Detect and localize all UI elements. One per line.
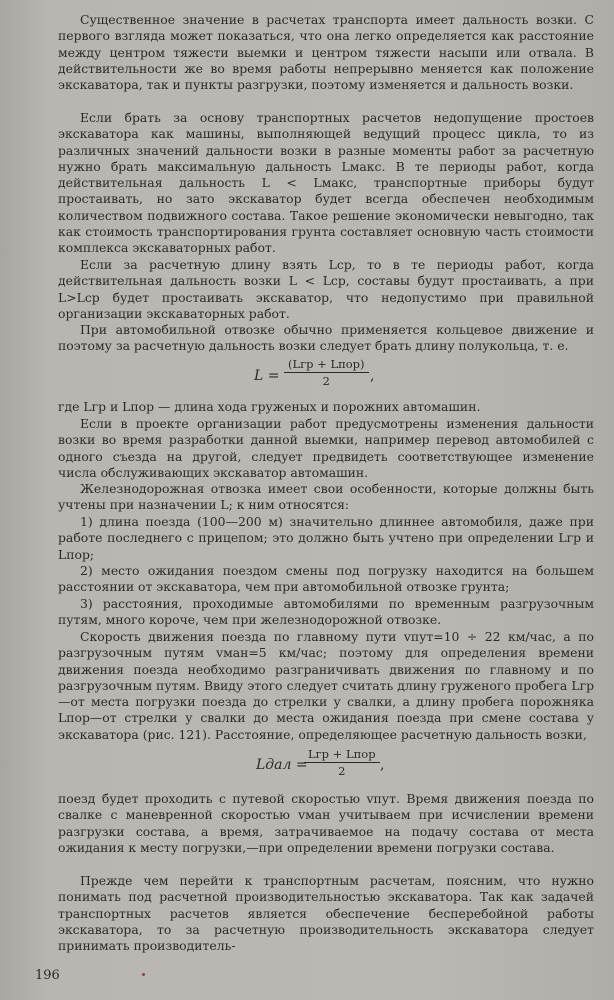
paragraph-train-speed: Скорость движения поезда по главному пути vпут=10 ÷ 22 км/час, а по разгрузочным путям vман=5 км/час; поэтому для определения времени движения поезда необходимо разграничивать движения по главному и по разгрузочным путям. Ввиду этого следует считать длину груженого пробега Lгр—от места погрузки поезда до стрелки у свалки, а длину пробега порожняка Lпор—от стрелки у свалки до места ожидания поезда при смене состава у экскаватора (рис. 121). Расстояние, определяющее расчетную дальность возки, [58,629,594,742]
formula-suffix: , [370,368,375,384]
list-item-1: 1) длина поезда (100—200 м) значительно длиннее автомобиля, даже при работе последнего с прицепом; это должно быть учтено при определении Lгр и Lпор; [58,514,594,562]
paragraph-train-path: поезд будет проходить с путевой скоростью vпут. Время движения поезда по свалке с маневренной скоростью vман учитываем при исчислении времени разгрузки состава, а время, затрачиваемое на подачу состава от места ожидания к месту погрузки,—при определении времени погрузки состава. [58,791,594,855]
formula-half-ring [58,355,594,399]
formula-lhs: L = [254,368,280,384]
paragraph-where: где Lгр и Lпор — длина хода груженых и порожних автомашин. [58,399,481,414]
paragraph-auto-haul: При автомобильной отвозке обычно применяется кольцевое движение и поэтому за расчетную дальность возки следует брать длину полукольца, т. е. [58,322,594,354]
formula-numerator: Lгр + Lпор [304,747,380,763]
formula-lhs: Lдал = [256,757,308,773]
paragraph-project-changes: Если в проекте организации работ предусмотрены изменения дальности возки во время разработки данной выемки, например перевод автомобилей с одного съезда на другой, следует предвидеть соответствующее изменение числа обслуживающих экскаватор автомашин. [58,416,594,480]
formula-denominator: 2 [322,374,330,388]
formula-design-distance [58,743,594,791]
formula-denominator: 2 [338,764,346,778]
list-item-3: 3) расстояния, проходимые автомобилями по временным разгрузочным путям, много короче, чем при железнодорожной отвозке. [58,596,594,628]
paragraph-productivity: Прежде чем перейти к транспортным расчетам, поясним, что нужно понимать под расчетной производительностью экскаватора. Так как задачей транспортных расчетов является обеспечение бесперебойной работы экскаватора, то за расчетную производительность экскаватора следует принимать производитель- [58,873,594,954]
formula-numerator: (Lгр + Lпор) [284,357,369,373]
formula-suffix: , [380,757,385,773]
paragraph-max-distance: Если брать за основу транспортных расчетов недопущение простоев экскаватора как машины, выполняющей ведущий процесс цикла, то из различных значений дальности возки в разные моменты работ за расчетную нужно брать максимальную дальность Lмакс. В те периоды работ, когда действительная дальность L < Lмакс, транспортные приборы будут простаивать, но зато экскаватор будет всегда обеспечен необходимым количеством подвижного состава. Такое решение экономически невыгодно, так как стоимость транспортирования грунта составляет основную часть стоимости комплекса экскаваторных работ. [58,110,594,256]
list-item-2: 2) место ожидания поездом смены под погрузку находится на большем расстоянии от экскаватора, чем при автомобильной отвозке грунта; [58,563,594,595]
paragraph-avg-distance: Если за расчетную длину взять Lср, то в те периоды работ, когда действительная дальность возки L < Lср, составы будут простаивать, а при L>Lср будет простаивать экскаватор, что недопустимо при правильной организации экскаваторных работ. [58,257,594,321]
paragraph-rail-features: Железнодорожная отвозка имеет свои особенности, которые должны быть учтены при назначении L; к ним относятся: [58,481,594,513]
page-number: 196 [35,968,60,983]
print-speck [142,973,145,976]
formula-fraction [284,357,369,388]
paragraph-haul-distance: Существенное значение в расчетах транспорта имеет дальность возки. С первого взгляда может показаться, что она легко определяется как расстояние между центром тяжести выемки и центром тяжести насыпи или отвала. В действительности же во время работы непрерывно меняется как положение экскаватора, так и пункты разгрузки, поэтому изменяется и дальность возки. [58,12,594,93]
formula-fraction [304,747,380,778]
